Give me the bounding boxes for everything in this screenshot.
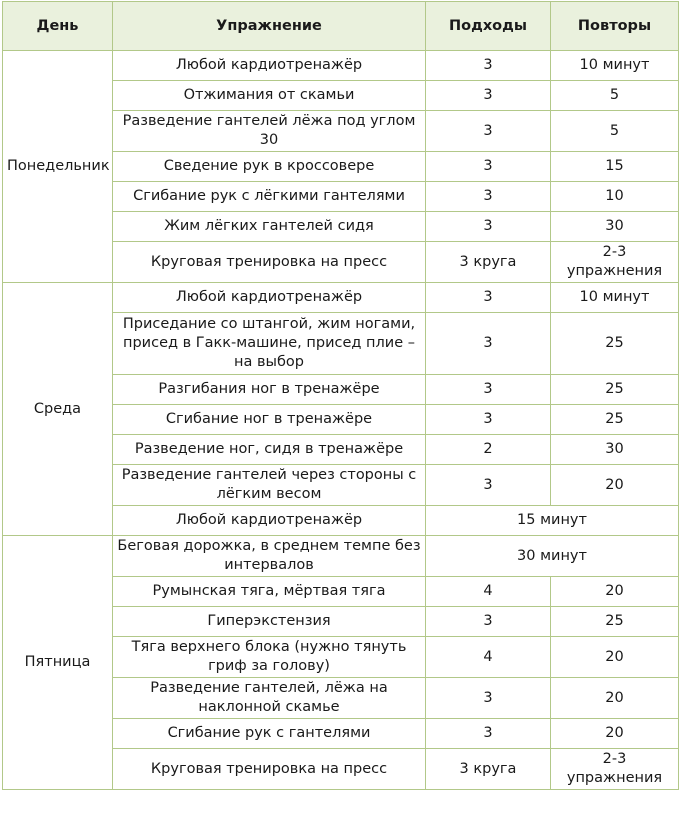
reps-cell: 10 — [551, 182, 679, 212]
exercise-cell: Разведение гантелей, лёжа на наклонной скамье — [113, 678, 426, 719]
reps-cell: 10 минут — [551, 283, 679, 313]
table-row — [3, 283, 679, 313]
reps-cell: 5 — [551, 81, 679, 111]
exercise-cell: Разведение гантелей через стороны с лёгким весом — [113, 465, 426, 506]
exercise-cell: Гиперэкстензия — [113, 607, 426, 637]
header-sets: Подходы — [426, 2, 551, 51]
header-row — [3, 2, 679, 51]
sets-cell: 2 — [426, 435, 551, 465]
header-day: День — [3, 2, 113, 51]
header-reps: Повторы — [551, 2, 679, 51]
exercise-cell: Разгибания ног в тренажёре — [113, 375, 426, 405]
workout-table — [2, 1, 679, 790]
reps-cell: 20 — [551, 719, 679, 749]
sets-cell: 3 круга — [426, 749, 551, 790]
header-exercise: Упражнение — [113, 2, 426, 51]
sets-cell: 3 — [426, 313, 551, 375]
reps-cell: 30 — [551, 212, 679, 242]
reps-cell: 25 — [551, 405, 679, 435]
reps-cell: 30 — [551, 435, 679, 465]
reps-cell: 25 — [551, 607, 679, 637]
exercise-cell: Круговая тренировка на пресс — [113, 749, 426, 790]
exercise-cell: Румынская тяга, мёртвая тяга — [113, 577, 426, 607]
table-row — [3, 536, 679, 577]
sets-cell: 3 — [426, 81, 551, 111]
sets-cell: 3 — [426, 152, 551, 182]
exercise-cell: Круговая тренировка на пресс — [113, 242, 426, 283]
sets-cell: 3 — [426, 182, 551, 212]
sets-cell: 3 — [426, 465, 551, 506]
sets-cell: 4 — [426, 637, 551, 678]
reps-cell: 20 — [551, 577, 679, 607]
exercise-cell: Беговая дорожка, в среднем темпе без интервалов — [113, 536, 426, 577]
reps-cell: 5 — [551, 111, 679, 152]
sets-cell: 3 — [426, 283, 551, 313]
exercise-cell: Любой кардиотренажёр — [113, 506, 426, 536]
reps-cell: 10 минут — [551, 51, 679, 81]
day-cell-monday: Понедельник — [3, 51, 113, 283]
exercise-cell: Любой кардиотренажёр — [113, 51, 426, 81]
reps-cell: 20 — [551, 465, 679, 506]
reps-cell: 2-3 упражнения — [551, 749, 679, 790]
reps-cell: 25 — [551, 313, 679, 375]
merged-duration-cell: 15 минут — [426, 506, 679, 536]
table-row — [3, 51, 679, 81]
sets-cell: 4 — [426, 577, 551, 607]
sets-cell: 3 круга — [426, 242, 551, 283]
sets-cell: 3 — [426, 719, 551, 749]
exercise-cell: Тяга верхнего блока (нужно тянуть гриф за голову) — [113, 637, 426, 678]
sets-cell: 3 — [426, 405, 551, 435]
exercise-cell: Жим лёгких гантелей сидя — [113, 212, 426, 242]
sets-cell: 3 — [426, 212, 551, 242]
exercise-cell: Сведение рук в кроссовере — [113, 152, 426, 182]
exercise-cell: Приседание со штангой, жим ногами, присед в Гакк-машине, присед плие – на выбор — [113, 313, 426, 375]
sets-cell: 3 — [426, 111, 551, 152]
sets-cell: 3 — [426, 51, 551, 81]
exercise-cell: Сгибание ног в тренажёре — [113, 405, 426, 435]
exercise-cell: Отжимания от скамьи — [113, 81, 426, 111]
reps-cell: 15 — [551, 152, 679, 182]
merged-duration-cell: 30 минут — [426, 536, 679, 577]
sets-cell: 3 — [426, 678, 551, 719]
exercise-cell: Любой кардиотренажёр — [113, 283, 426, 313]
sets-cell: 3 — [426, 375, 551, 405]
reps-cell: 2-3 упражнения — [551, 242, 679, 283]
exercise-cell: Сгибание рук с гантелями — [113, 719, 426, 749]
reps-cell: 20 — [551, 637, 679, 678]
exercise-cell: Сгибание рук с лёгкими гантелями — [113, 182, 426, 212]
sets-cell: 3 — [426, 607, 551, 637]
exercise-cell: Разведение гантелей лёжа под углом 30 — [113, 111, 426, 152]
day-cell-wednesday: Среда — [3, 283, 113, 536]
reps-cell: 25 — [551, 375, 679, 405]
day-cell-friday: Пятница — [3, 536, 113, 790]
reps-cell: 20 — [551, 678, 679, 719]
exercise-cell: Разведение ног, сидя в тренажёре — [113, 435, 426, 465]
